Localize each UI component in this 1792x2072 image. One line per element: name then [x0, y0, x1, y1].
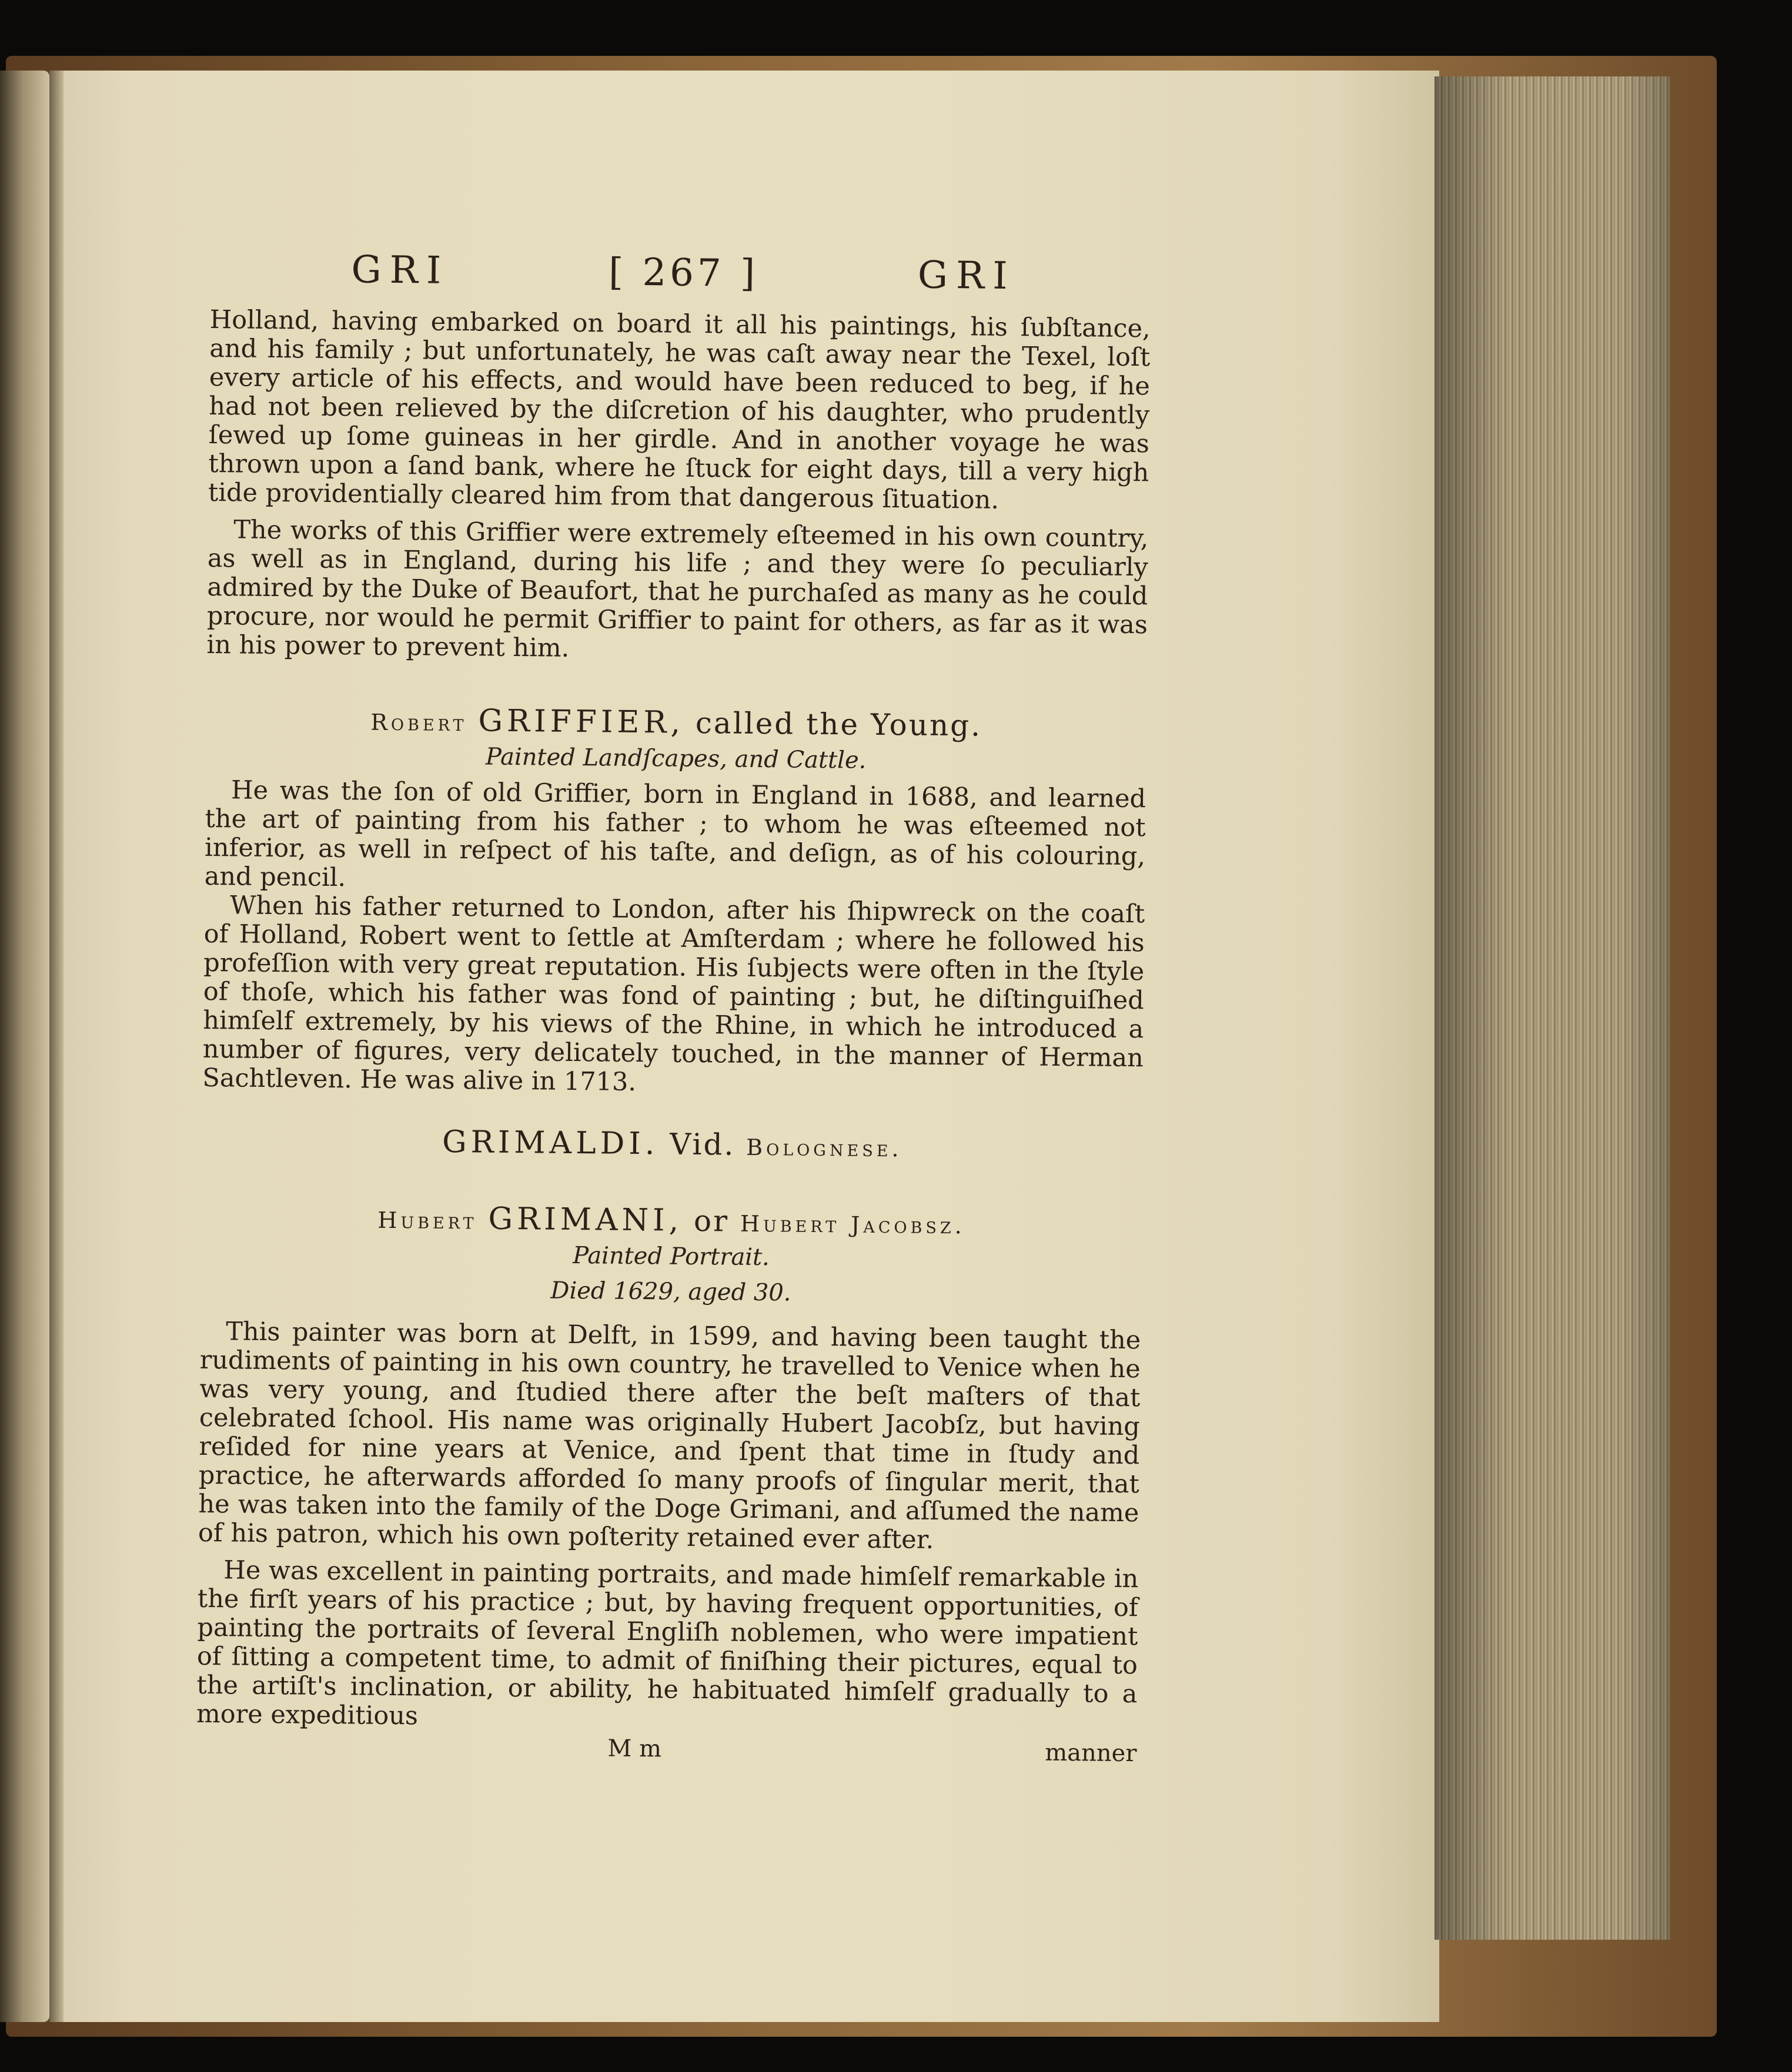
- alt-first-name: Hubert: [740, 1210, 840, 1238]
- surname: GRIFFIER,: [478, 703, 685, 741]
- surname: GRIMANI,: [488, 1201, 683, 1238]
- paragraph-continued: Holland, having embarked on board it all his paintings, his ſubſtance, and his family ; but unfortunately, he was caſt away near the Texel, loſt every article of his effects, and would have been reduced to beg, if he had not been relieved by the diſcretion of his daughter, who prudently ſewed up ſome guineas in her girdle. And in another voyage he was thrown upon a ſand bank, where he ſtuck for eight days, till a very high tide providentially cleared him from that dangerous ſituation.: [208, 304, 1151, 515]
- page-block-shade: [1435, 76, 1670, 1940]
- vid-label: Vid.: [670, 1127, 735, 1162]
- cross-reference: Bolognese.: [746, 1134, 902, 1162]
- running-head: [210, 247, 1151, 314]
- paragraph: This painter was born at Delft, in 1599, and having been taught the rudiments of painting in his own country, he travelled to Venice when he was very young, and ſtudied there after the beſt maſters of that celebrated ſchool. His name was originally Hubert Jacobſz, but having reſided for nine years at Venice, and ſpent that time in ſtudy and practice, he afterwards afforded ſo many proofs of ſingular merit, that he was taken into the family of the Doge Grimani, and aſſumed the name of his patron, which his own poſterity retained ever after.: [198, 1317, 1141, 1555]
- page-number: [ 267 ]: [608, 250, 759, 296]
- entry-heading-grimani: [201, 1199, 1142, 1243]
- paragraph: He was excellent in painting portraits, and made himſelf remarkable in the firſt years of his practice ; but, by having frequent opportunities, of painting the portraits of ſeveral Engliſh noblemen, who were impatient of ſitting a competent time, to admit of finiſhing their pictures, equal to the artiſt's inclination, or ability, he habituated himſelf gradually to a more expeditious: [196, 1555, 1139, 1731]
- first-name: Robert: [370, 709, 467, 737]
- paragraph: When his father returned to London, after his ſhipwreck on the coaſt of Holland, Robert went to ſettle at Amſterdam ; where he followed his profeſſion with very great reputation. His ſubjects were often in the ſtyle of thoſe, which his father was fond of painting ; but, he diſtinguiſhed himſelf extremely, by his views of the Rhine, in which he introduced a number of figures, very delicately touched, in the manner of Herman Sachtleven. He was alive in 1713.: [202, 891, 1145, 1097]
- epithet: called the Young.: [695, 705, 982, 743]
- entry-heading-grimaldi: [202, 1122, 1143, 1166]
- paragraph: The works of this Griffier were extremely eſteemed in his own country, as well as in England, during his life ; and they were ſo peculiarly admired by the Duke of Beaufort, that he purchaſed as many as he could procure, nor would he permit Griffier to paint for others, as far as it was in his power to prevent him.: [206, 515, 1149, 663]
- first-name: Hubert: [377, 1207, 477, 1234]
- or-label: or: [693, 1203, 730, 1238]
- entry-subtitle: Painted Portrait.: [572, 1241, 770, 1271]
- surname: GRIMALDI.: [442, 1124, 659, 1162]
- entry-subtitle: Painted Landſcapes, and Cattle.: [485, 743, 867, 774]
- entry-heading-robert-griffier: [206, 701, 1147, 745]
- paragraph: He was the ſon of old Griffier, born in England in 1688, and learned the art of painting from his father ; to whom he was eſteemed not inferior, as well in reſpect of his taſte, and deſign, as of his colouring, and pencil.: [204, 775, 1146, 893]
- running-head-left: GRI: [351, 248, 450, 293]
- running-head-right: GRI: [917, 253, 1016, 299]
- book-gutter: [49, 71, 65, 2022]
- facing-page-edge: [0, 71, 49, 2022]
- alt-surname: Jacobsz.: [850, 1211, 966, 1239]
- signature-mark: M m: [607, 1735, 662, 1763]
- catchword: manner: [1045, 1739, 1137, 1768]
- page-text: [196, 247, 1151, 1767]
- entry-dates: Died 1629, aged 30.: [550, 1277, 791, 1307]
